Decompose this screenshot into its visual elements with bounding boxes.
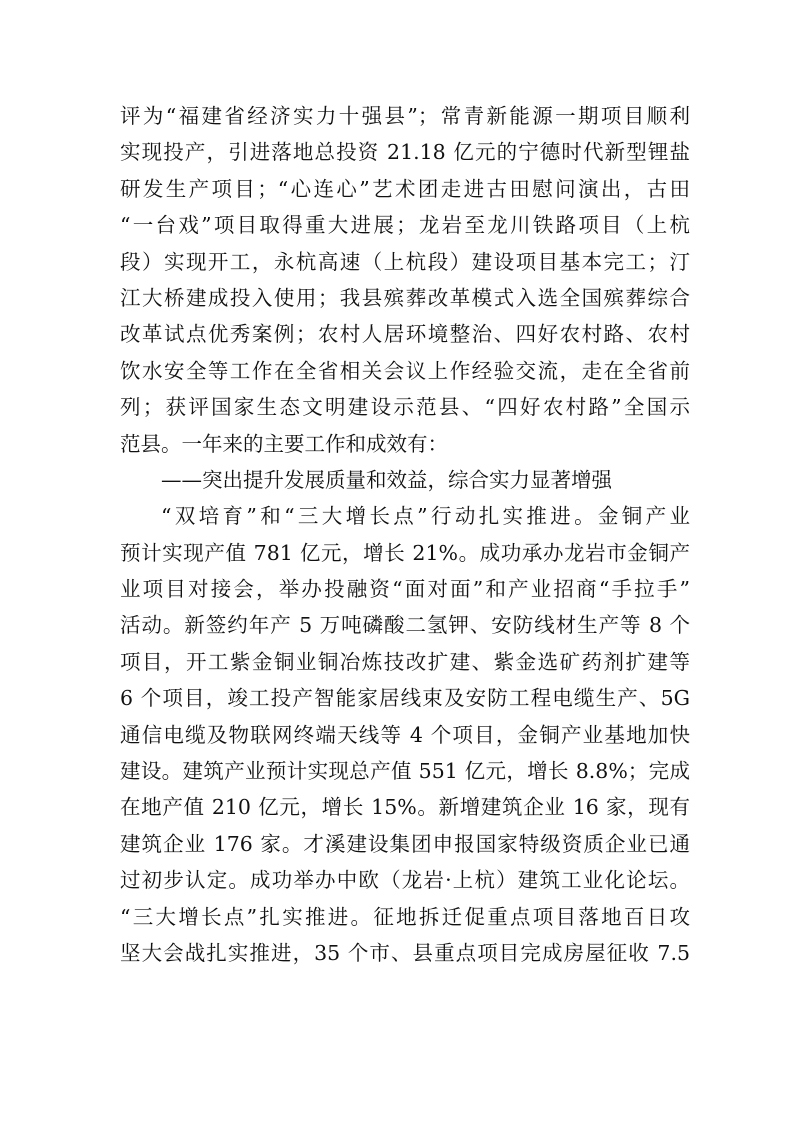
text-line: 范县。一年来的主要工作和成效有： [120, 431, 448, 456]
text-line: 列；获评国家生态文明建设示范县、“四好农村路”全国示 [120, 395, 690, 420]
text-line: 建设。建筑产业预计实现总产值 551 亿元，增长 8.8%；完成 [120, 759, 690, 784]
text-line: “一台戏”项目取得重大进展；龙岩至龙川铁路项目（上杭 [120, 213, 690, 238]
body-text [120, 98, 690, 971]
text-line: 建筑企业 176 家。才溪建设集团申报国家特级资质企业已通 [120, 831, 690, 856]
text-line: 通信电缆及物联网终端天线等 4 个项目，金铜产业基地加快 [120, 722, 690, 747]
text-line: 预计实现产值 781 亿元，增长 21%。成功承办龙岩市金铜产 [120, 540, 690, 565]
section-heading: ——突出提升发展质量和效益，综合实力显著增强 [161, 467, 612, 492]
text-line: 在地产值 210 亿元，增长 15%。新增建筑企业 16 家，现有 [120, 795, 690, 820]
text-line: 实现投产，引进落地总投资 21.18 亿元的宁德时代新型锂盐 [120, 140, 690, 165]
text-line: “三大增长点”扎实推进。征地拆迁促重点项目落地百日攻 [120, 904, 690, 929]
text-line: 改革试点优秀案例；农村人居环境整治、四好农村路、农村 [120, 322, 690, 347]
text-line: 江大桥建成投入使用；我县殡葬改革模式入选全国殡葬综合 [120, 285, 690, 310]
text-line: 6 个项目，竣工投产智能家居线束及安防工程电缆生产、5G [120, 686, 690, 711]
text-line: 活动。新签约年产 5 万吨磷酸二氢钾、安防线材生产等 8 个 [120, 613, 690, 638]
text-line: 坚大会战扎实推进，35 个市、县重点项目完成房屋征收 7.5 [120, 940, 690, 965]
text-line: 评为“福建省经济实力十强县”；常青新能源一期项目顺利 [120, 104, 690, 128]
text-line: 研发生产项目；“心连心”艺术团走进古田慰问演出，古田 [120, 176, 690, 201]
text-line: 饮水安全等工作在全省相关会议上作经验交流，走在全省前 [120, 358, 690, 383]
text-line: “双培育”和“三大增长点”行动扎实推进。金铜产业 [161, 504, 690, 529]
text-line: 过初步认定。成功举办中欧（龙岩·上杭）建筑工业化论坛。 [120, 868, 690, 893]
text-line: 业项目对接会，举办投融资“面对面”和产业招商“手拉手” [120, 577, 690, 602]
text-line: 段）实现开工，永杭高速（上杭段）建设项目基本完工；汀 [120, 249, 690, 274]
text-line: 项目，开工紫金铜业铜冶炼技改扩建、紫金选矿药剂扩建等 [120, 649, 690, 674]
